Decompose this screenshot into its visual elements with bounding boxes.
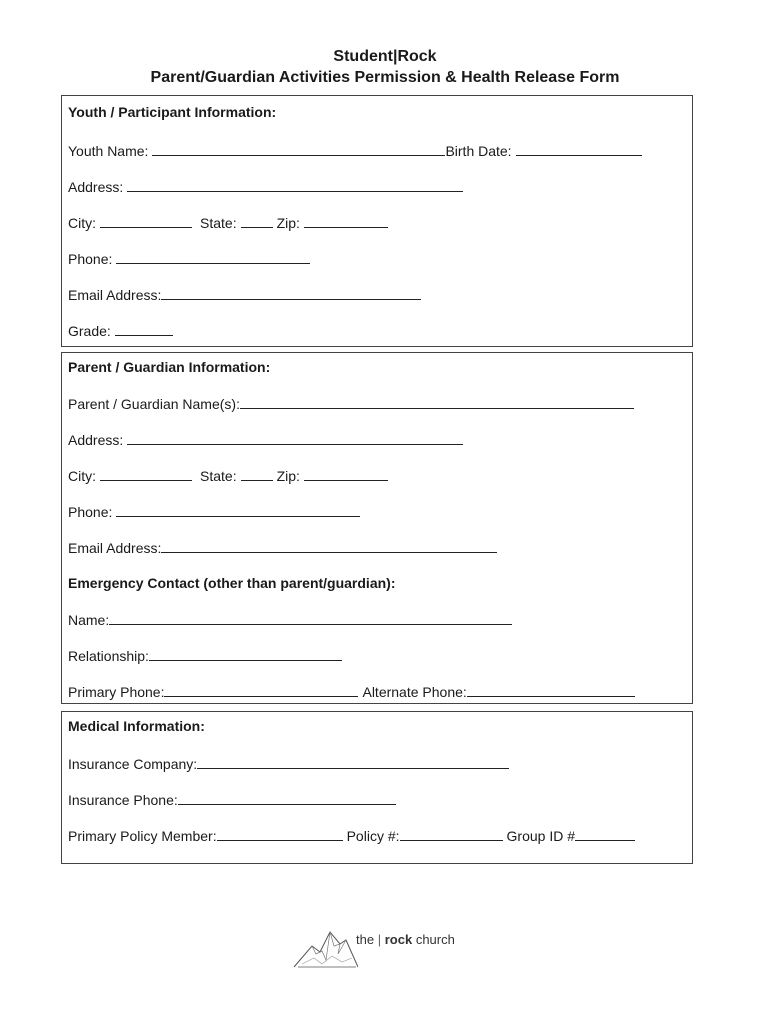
insurance-company-label: Insurance Company: xyxy=(68,756,198,772)
parent-zip-field[interactable] xyxy=(304,466,388,481)
form-subtitle: Parent/Guardian Activities Permission & Health Release Form xyxy=(150,69,620,86)
insurance-phone-row xyxy=(68,788,396,808)
emergency-name-field[interactable] xyxy=(109,610,512,625)
youth-section xyxy=(61,95,693,347)
policy-number-label: Policy #: xyxy=(346,828,400,844)
birth-date-field[interactable] xyxy=(516,141,642,156)
youth-address-row xyxy=(68,175,463,195)
youth-grade-field[interactable] xyxy=(115,321,173,336)
youth-address-field[interactable] xyxy=(127,177,463,192)
parent-email-label: Email Address: xyxy=(68,540,162,556)
parent-city-label: City: xyxy=(68,468,96,484)
parent-heading: Parent / Guardian Information: xyxy=(68,359,271,375)
emergency-relationship-label: Relationship: xyxy=(68,648,149,664)
youth-name-field[interactable] xyxy=(152,141,445,156)
parent-names-field[interactable] xyxy=(240,394,634,409)
youth-name-label: Youth Name: xyxy=(68,143,149,159)
youth-zip-label: Zip: xyxy=(276,215,300,231)
policy-member-field[interactable] xyxy=(217,826,343,841)
youth-city-field[interactable] xyxy=(100,213,192,228)
parent-state-field[interactable] xyxy=(241,466,273,481)
medical-section xyxy=(61,711,693,864)
group-id-field[interactable] xyxy=(575,826,635,841)
youth-email-label: Email Address: xyxy=(68,287,162,303)
insurance-company-row xyxy=(68,752,509,772)
youth-phone-field[interactable] xyxy=(116,249,310,264)
parent-city-field[interactable] xyxy=(100,466,192,481)
youth-name-row xyxy=(68,139,642,159)
emergency-relationship-field[interactable] xyxy=(149,646,342,661)
logo-church: church xyxy=(415,932,455,947)
policy-number-field[interactable] xyxy=(400,826,503,841)
parent-zip-label: Zip: xyxy=(276,468,300,484)
parent-state-label: State: xyxy=(200,468,237,484)
policy-row xyxy=(68,824,635,844)
insurance-phone-label: Insurance Phone: xyxy=(68,792,178,808)
parent-city-row xyxy=(68,464,388,484)
parent-email-row xyxy=(68,536,497,556)
insurance-phone-field[interactable] xyxy=(178,790,396,805)
parent-phone-label: Phone: xyxy=(68,504,113,520)
logo-rock: rock xyxy=(384,932,413,947)
primary-phone-label: Primary Phone: xyxy=(68,684,165,700)
mountain-icon xyxy=(292,924,358,970)
form-title: Student|Rock xyxy=(333,48,437,65)
youth-phone-label: Phone: xyxy=(68,251,113,267)
youth-email-row xyxy=(68,283,421,303)
medical-heading: Medical Information: xyxy=(68,718,205,734)
primary-phone-field[interactable] xyxy=(164,682,358,697)
alternate-phone-label: Alternate Phone: xyxy=(362,684,467,700)
youth-address-label: Address: xyxy=(68,179,124,195)
alternate-phone-field[interactable] xyxy=(467,682,635,697)
youth-email-field[interactable] xyxy=(161,285,421,300)
emergency-heading: Emergency Contact (other than parent/guardian): xyxy=(68,575,396,591)
youth-grade-row xyxy=(68,319,173,339)
insurance-company-field[interactable] xyxy=(197,754,509,769)
birth-date-label: Birth Date: xyxy=(445,143,512,159)
youth-phone-row xyxy=(68,247,310,267)
youth-city-label: City: xyxy=(68,215,96,231)
parent-email-field[interactable] xyxy=(161,538,497,553)
logo-the: the xyxy=(356,932,375,947)
youth-city-row xyxy=(68,211,388,231)
youth-grade-label: Grade: xyxy=(68,323,111,339)
group-id-label: Group ID # xyxy=(506,828,575,844)
parent-address-field[interactable] xyxy=(127,430,463,445)
youth-state-field[interactable] xyxy=(241,213,273,228)
rock-church-logo xyxy=(292,924,472,970)
parent-address-row xyxy=(68,428,463,448)
parent-phone-field[interactable] xyxy=(116,502,360,517)
parent-names-label: Parent / Guardian Name(s): xyxy=(68,396,240,412)
youth-state-label: State: xyxy=(200,215,237,231)
logo-pipe: | xyxy=(377,932,382,947)
parent-names-row xyxy=(68,392,634,412)
parent-address-label: Address: xyxy=(68,432,124,448)
emergency-name-row xyxy=(68,608,512,628)
parent-phone-row xyxy=(68,500,360,520)
youth-zip-field[interactable] xyxy=(304,213,388,228)
emergency-phone-row xyxy=(68,680,635,700)
parent-section xyxy=(61,352,693,704)
youth-heading: Youth / Participant Information: xyxy=(68,104,277,120)
logo-wordmark xyxy=(356,932,455,947)
emergency-name-label: Name: xyxy=(68,612,110,628)
policy-member-label: Primary Policy Member: xyxy=(68,828,217,844)
emergency-relationship-row xyxy=(68,644,342,664)
